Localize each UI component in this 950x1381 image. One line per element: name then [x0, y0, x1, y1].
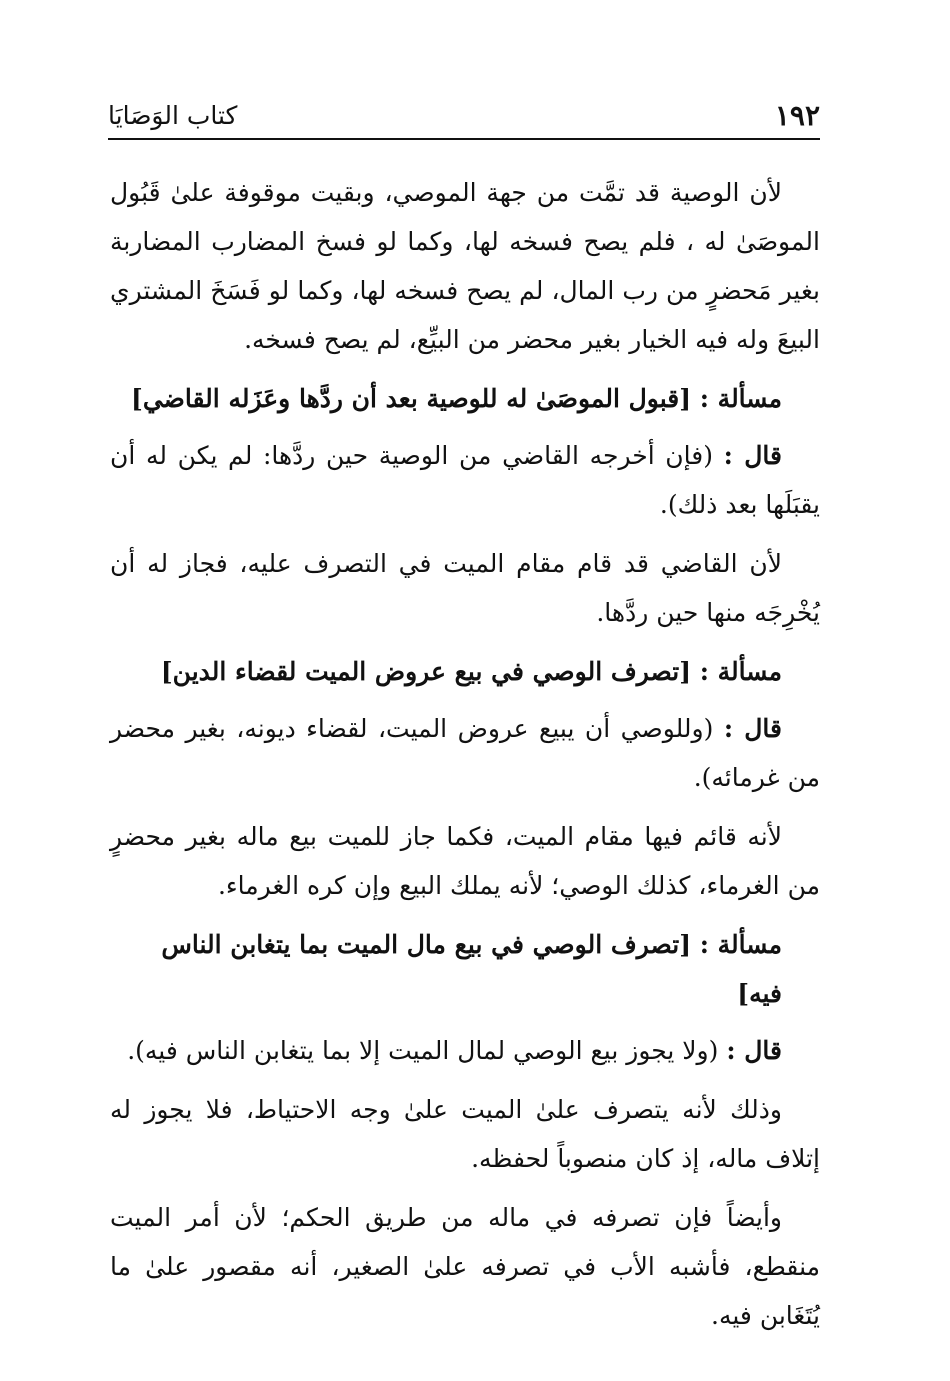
- page-number: ١٩٢: [774, 99, 820, 132]
- page-body: [110, 168, 820, 1350]
- section-heading-3: مسألة : [تصرف الوصي في بيع مال الميت بما يتغابن الناس فيه]: [161, 930, 782, 1008]
- paragraph-2: لأن القاضي قد قام مقام الميت في التصرف عليه، فجاز له أن يُخْرِجَه منها حين ردَّها.: [110, 549, 820, 627]
- section-heading-2: مسألة : [تصرف الوصي في بيع عروض الميت لقضاء الدين]: [160, 657, 782, 686]
- paragraph-5: وأيضاً فإن تصرفه في ماله من طريق الحكم؛ لأن أمر الميت منقطع، فأشبه الأب في تصرفه علىٰ الصغير، أنه مقصور علىٰ ما يُتَغَابن فيه.: [110, 1203, 820, 1330]
- paragraph-3: لأنه قائم فيها مقام الميت، فكما جاز للميت بيع ماله بغير محضرٍ من الغرماء، كذلك الوصي؛ لأنه يملك البيع وإن كره الغرماء.: [110, 822, 820, 900]
- qal-paragraph-1: [110, 431, 820, 529]
- qal-paragraph-2: [110, 704, 820, 802]
- page-header: [108, 98, 820, 140]
- paragraph-4: وذلك لأنه يتصرف علىٰ الميت علىٰ وجه الاحتياط، فلا يجوز له إتلاف ماله، إذ كان منصوباً لحفظه.: [110, 1095, 820, 1173]
- qal-text: (ولا يجوز بيع الوصي لمال الميت إلا بما يتغابن الناس فيه).: [127, 1036, 727, 1065]
- qal-text: (فإن أخرجه القاضي من الوصية حين ردَّها: لم يكن له أن يقبَلَها بعد ذلك).: [110, 441, 820, 519]
- qal-text: (وللوصي أن يبيع عروض الميت، لقضاء ديونه، بغير محضر من غرمائه).: [110, 714, 820, 792]
- running-title: كتاب الوَصَايَا: [108, 101, 238, 130]
- qal-paragraph-3: [110, 1026, 820, 1075]
- section-heading-1: مسألة : [قبول الموصَىٰ له للوصية بعد أن ردَّها وعَزَله القاضي]: [131, 384, 782, 413]
- paragraph-1: لأن الوصية قد تمَّت من جهة الموصي، وبقيت موقوفة علىٰ قَبُول الموصَىٰ له ، فلم يصح فسخه لها، وكما لو فسخ المضارب المضاربة بغير مَحضرٍ من رب المال، لم يصح فسخه لها، وكما لو فَسَخَ المشتري البيعَ وله فيه الخيار بغير محضر من البيِّع، لم يصح فسخه.: [110, 178, 820, 354]
- qal-label: قال :: [723, 714, 782, 743]
- qal-label: قال :: [726, 1036, 782, 1065]
- qal-label: قال :: [723, 441, 782, 470]
